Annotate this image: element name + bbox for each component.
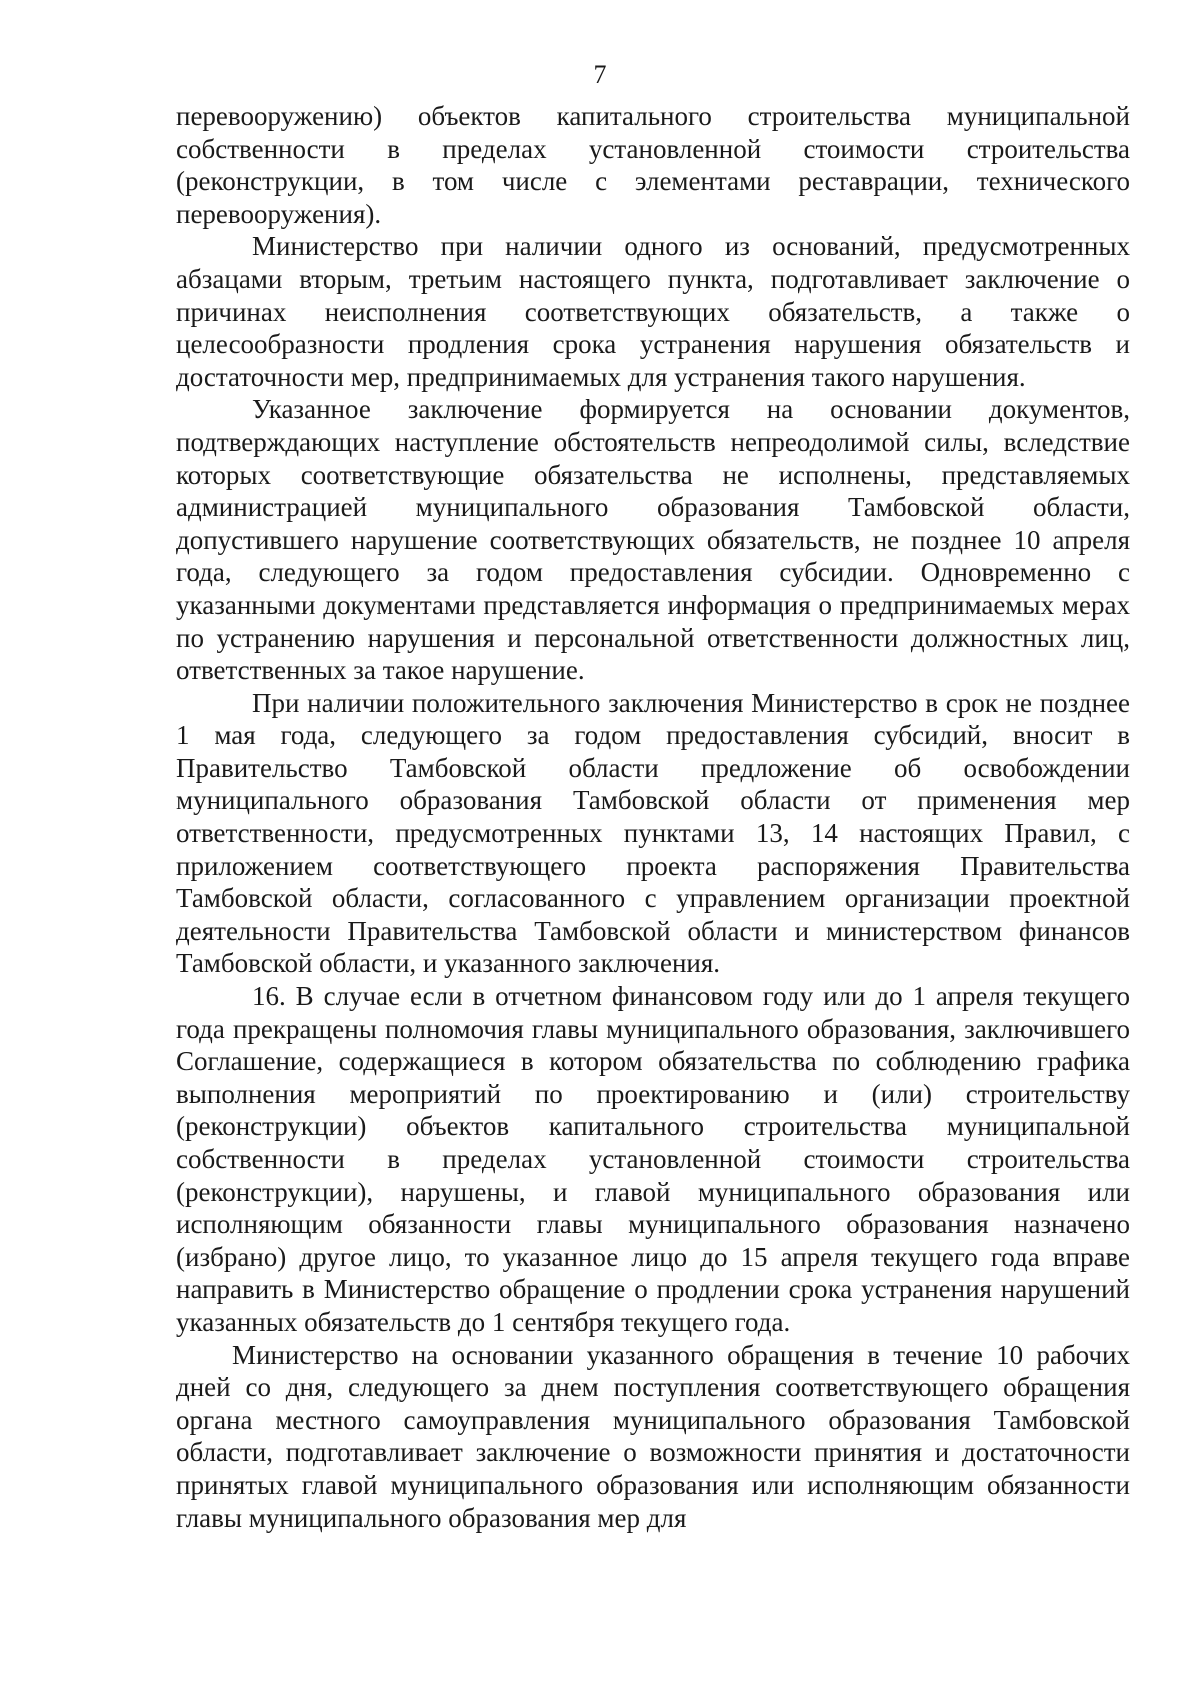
page-number: 7 <box>593 60 607 89</box>
paragraph-positive-conclusion: При наличии положительного заключения Министерство в срок не позднее 1 мая года, следующего за годом предоставления субсидий, вносит в Правительство Тамбовской области предложение об освобождении муниципального образования Тамбовской области от применения мер ответственности, предусмотренных пунктами 13, 14 настоящих Правил, с приложением соответствующего проекта распоряжения Правительства Тамбовской области, согласованного с управлением организации проектной деятельности Правительства Тамбовской области и министерством финансов Тамбовской области, и указанного заключения. <box>176 687 1130 979</box>
paragraph-ministry-appeal: Министерство на основании указанного обращения в течение 10 рабочих дней со дня, следующего за днем поступления соответствующего обращения органа местного самоуправления муниципального образования Тамбовской области, подготавливает заключение о возможности принятия и достаточности принятых главой муниципального образования или исполняющим обязанности главы муниципального образования мер для <box>176 1339 1130 1533</box>
paragraph-ministry-conclusion: Министерство при наличии одного из оснований, предусмотренных абзацами вторым, третьим настоящего пункта, подготавливает заключение о причинах неисполнения соответствующих обязательств, а также о целесообразности продления срока устранения нарушения обязательств и достаточности мер, предпринимаемых для устранения такого нарушения. <box>176 231 1130 392</box>
paragraph-conclusion-basis: Указанное заключение формируется на основании документов, подтверждающих наступление обстоятельств непреодолимой силы, вследствие которых соответствующие обязательства не исполнены, представляемых администрацией муниципального образования Тамбовской области, допустившего нарушение соответствующих обязательств, не позднее 10 апреля года, следующего за годом предоставления субсидии. Одновременно с указанными документами представляется информация о предпринимаемых мерах по устранению нарушения и персональной ответственности должностных лиц, ответственных за такое нарушение. <box>176 394 1130 686</box>
paragraph-continuation: перевооружению) объектов капитального строительства муниципальной собственности в пределах установленной стоимости строительства (реконструкции, в том числе с элементами реставрации, технического перевооружения). <box>176 101 1130 229</box>
document-body <box>176 100 1130 1534</box>
paragraph-clause-16: 16. В случае если в отчетном финансовом году или до 1 апреля текущего года прекращены полномочия главы муниципального образования, заключившего Соглашение, содержащиеся в котором обязательства по соблюдению графика выполнения мероприятий по проектированию и (или) строительству (реконструкции) объектов капитального строительства муниципальной собственности в пределах установленной стоимости строительства (реконструкции), нарушены, и главой муниципального образования или исполняющим обязанности главы муниципального образования назначено (избрано) другое лицо, то указанное лицо до 15 апреля текущего года вправе направить в Министерство обращение о продлении срока устранения нарушений указанных обязательств до 1 сентября текущего года. <box>176 981 1130 1337</box>
